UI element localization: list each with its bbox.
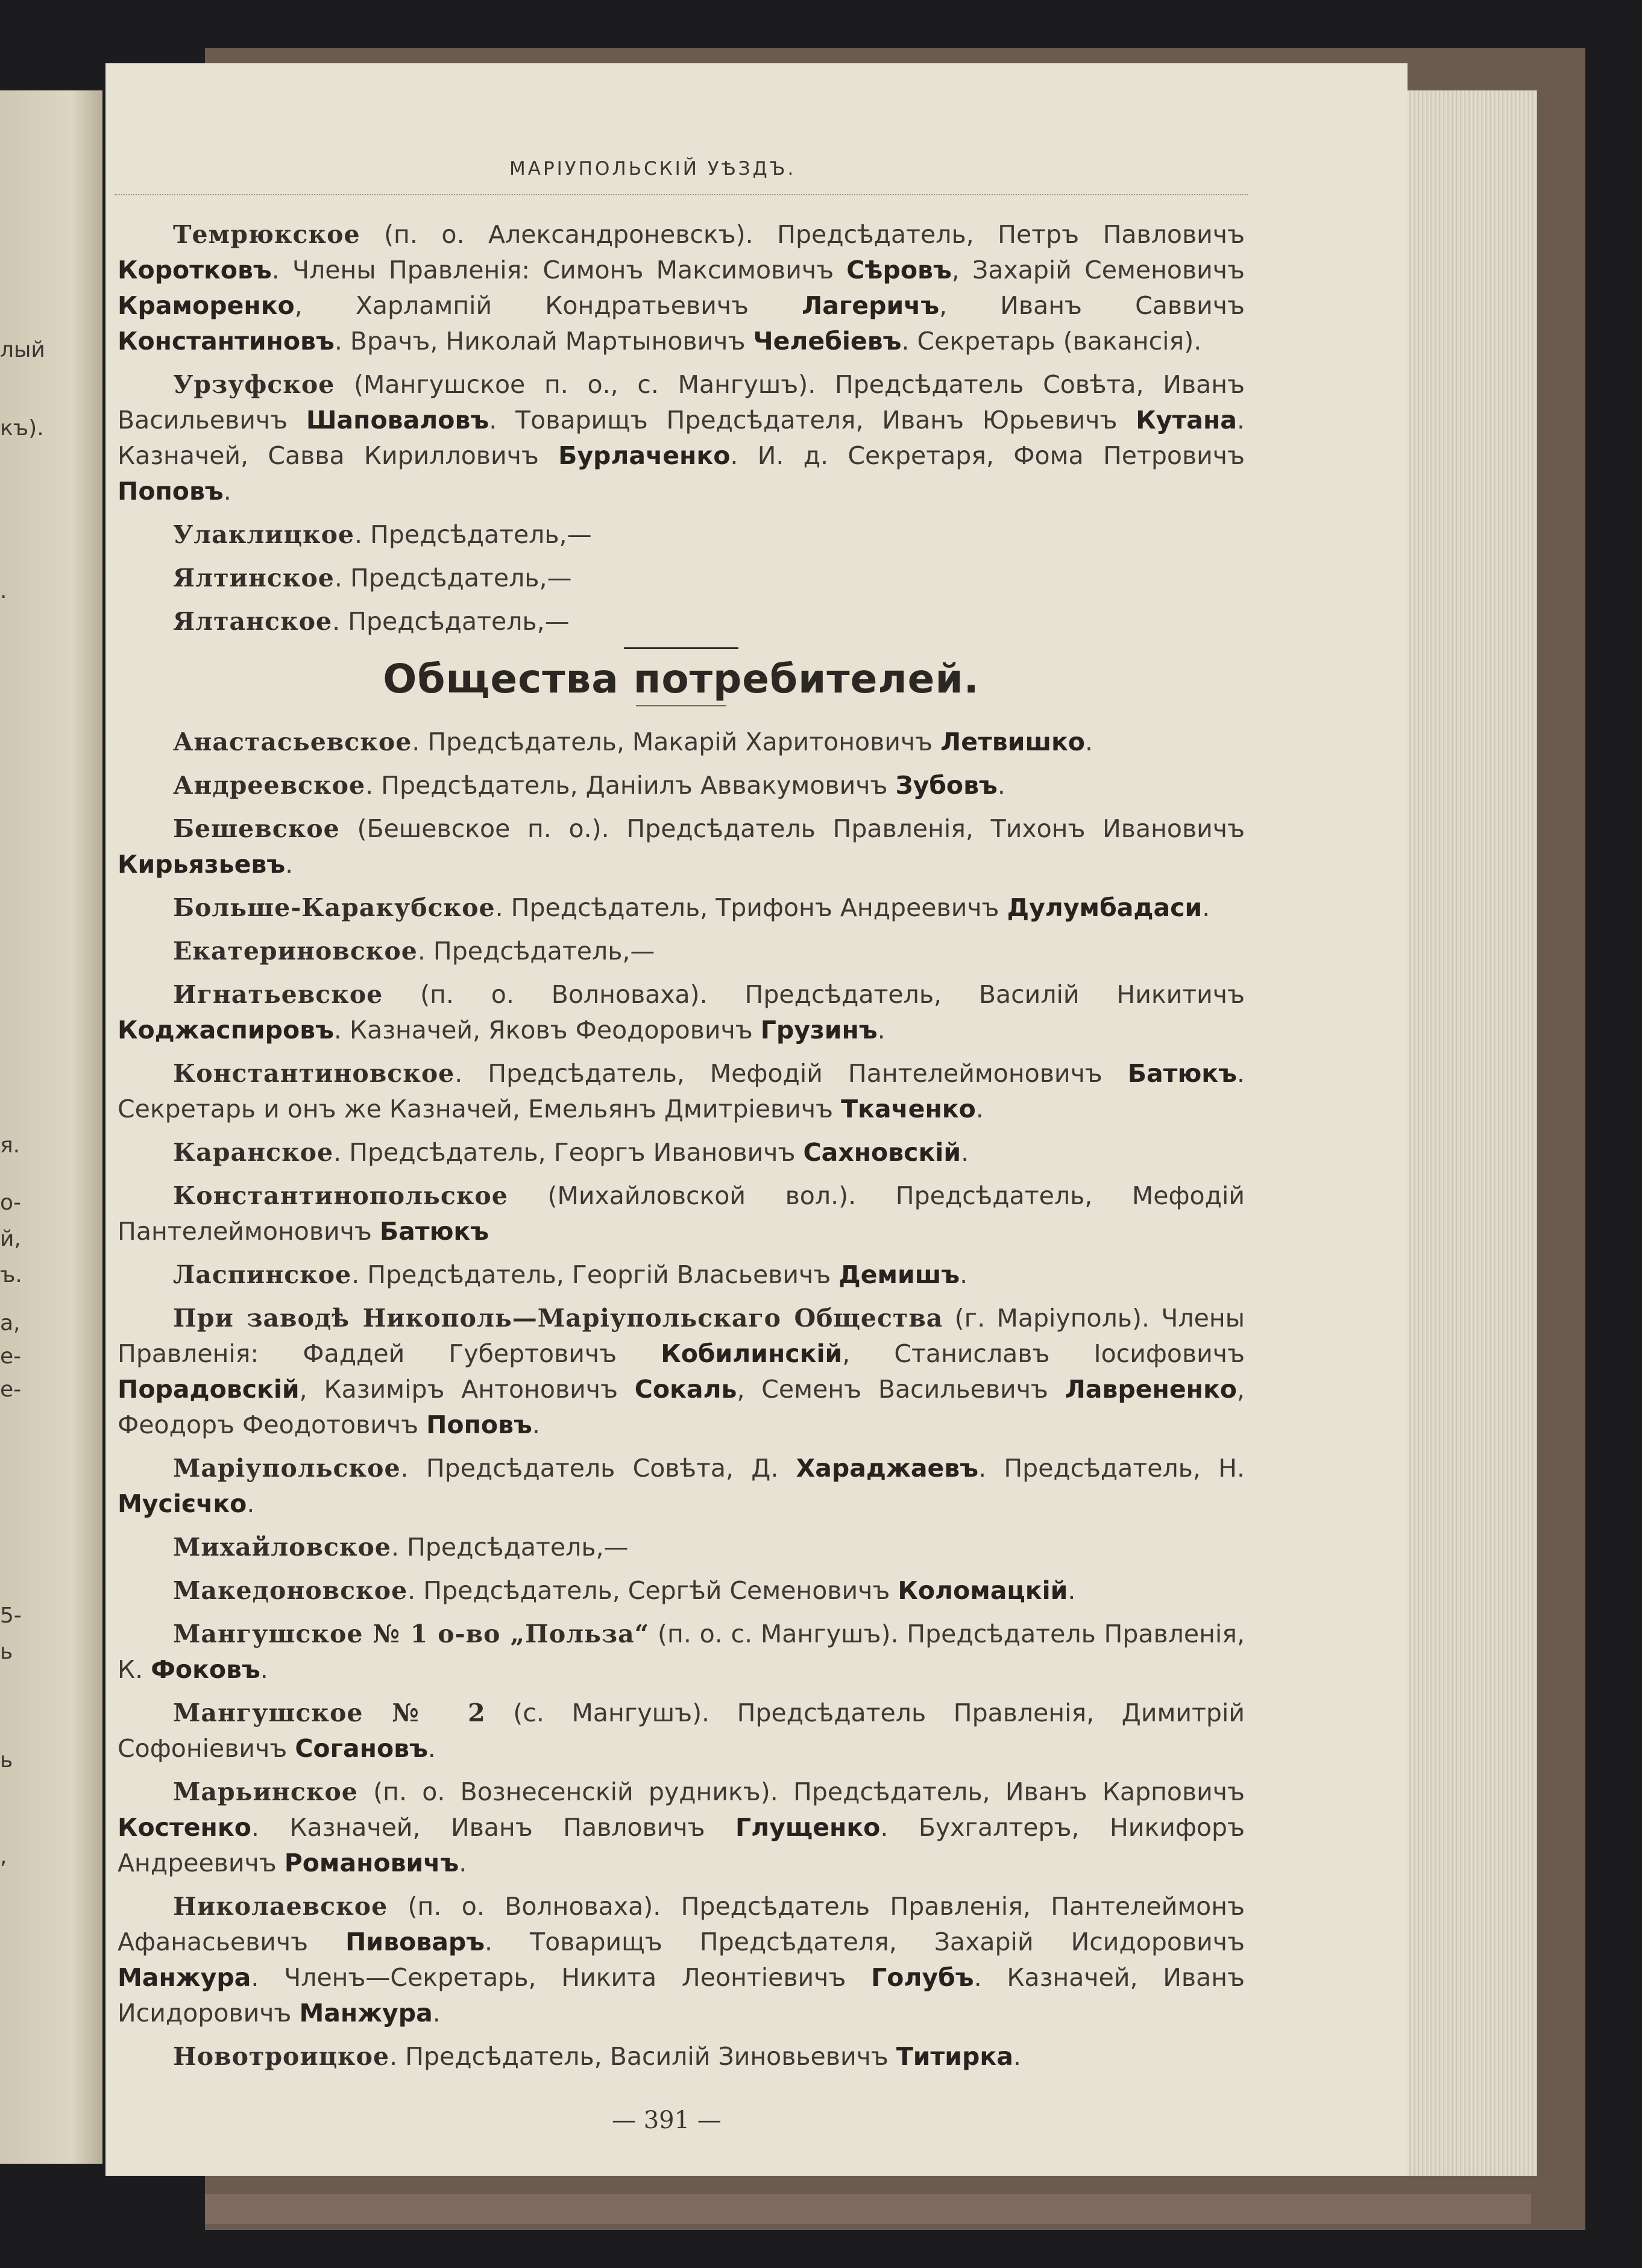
organization-name: Ялтинское bbox=[173, 564, 335, 592]
entry-text: . Казначей, Иванъ Павловичъ bbox=[251, 1813, 736, 1842]
binding-bottom bbox=[205, 2194, 1531, 2224]
person-surname: Коломацкій bbox=[898, 1576, 1068, 1605]
organization-name: Николаевское bbox=[173, 1892, 388, 1921]
person-surname: Манжура bbox=[118, 1963, 251, 1992]
person-surname: Мусієчко bbox=[118, 1489, 247, 1518]
directory-entry bbox=[118, 1178, 1245, 1249]
organization-name: Маріупольское bbox=[173, 1454, 401, 1483]
entry-text: . Члены Правленія: Симонъ Максимовичъ bbox=[271, 256, 847, 284]
organization-name: Андреевское bbox=[173, 771, 366, 800]
entry-text: . Товарищъ Предсѣдателя, Иванъ Юрьевичъ bbox=[489, 406, 1136, 435]
person-surname: Поповъ bbox=[426, 1410, 532, 1439]
person-surname: Фоковъ bbox=[151, 1655, 260, 1684]
entry-text: . bbox=[532, 1410, 540, 1439]
person-surname: Титирка bbox=[896, 2042, 1013, 2071]
entry-text: . bbox=[877, 1016, 885, 1044]
entry-text: , Иванъ Саввичъ bbox=[939, 291, 1245, 320]
person-surname: Батюкъ bbox=[1127, 1059, 1237, 1088]
entry-text: . bbox=[1084, 727, 1093, 756]
person-surname: Кирьязьевъ bbox=[118, 850, 286, 879]
entry-text: (п. о. Вознесенскій рудникъ). Предсѣдатель, Иванъ Карповичъ bbox=[357, 1777, 1245, 1806]
directory-entry bbox=[118, 1056, 1245, 1127]
directory-entry bbox=[118, 811, 1245, 882]
entry-text: (г. Маріуполь). Члены Правленія: Фаддей Губертовичъ bbox=[118, 1304, 1245, 1368]
person-surname: Лаврененко bbox=[1065, 1375, 1237, 1404]
person-surname: Поповъ bbox=[118, 477, 224, 506]
person-surname: Манжура bbox=[299, 1999, 433, 2028]
organization-name: Бешевское bbox=[173, 814, 340, 843]
entry-text: . bbox=[961, 1138, 969, 1167]
person-surname: Голубъ bbox=[871, 1963, 974, 1992]
person-surname: Демишъ bbox=[838, 1260, 960, 1289]
entry-text: . bbox=[960, 1260, 968, 1289]
entry-text: . Предсѣдатель Совѣта, Д. bbox=[400, 1454, 796, 1483]
left-page-text-fragment: къ). bbox=[0, 416, 44, 441]
entry-text: . bbox=[427, 1734, 436, 1763]
directory-entry bbox=[118, 1530, 1245, 1565]
organization-name: Константиновское bbox=[173, 1059, 455, 1088]
entry-text: . bbox=[1202, 893, 1210, 922]
person-surname: Летвишко bbox=[940, 727, 1085, 756]
left-page-text-fragment: й, bbox=[0, 1227, 21, 1251]
person-surname: Сахновскій bbox=[803, 1138, 961, 1167]
entry-text: (п. о. Волноваха). Предсѣдатель, Василій Никитичъ bbox=[383, 980, 1245, 1009]
entry-text: (с. Мангушъ). Предсѣдатель Правленія, Димитрій Софоніевичъ bbox=[118, 1698, 1245, 1763]
organization-name: Екатериновское bbox=[173, 937, 418, 966]
entry-text: . bbox=[285, 850, 294, 879]
entry-text: (п. о. с. Мангушъ). Предсѣдатель Правленія, К. bbox=[118, 1619, 1245, 1684]
left-page-text-fragment: . bbox=[0, 579, 7, 603]
person-surname: Сѣровъ bbox=[846, 256, 952, 284]
left-page bbox=[0, 90, 102, 2164]
entry-text: (п. о. Александроневскъ). Предсѣдатель, Петръ Павловичъ bbox=[360, 220, 1245, 249]
entry-text: . Предсѣдатель,— bbox=[332, 607, 570, 636]
entry-text: . Членъ—Секретарь, Никита Леонтіевичъ bbox=[251, 1963, 872, 1992]
page-edges bbox=[1398, 90, 1537, 2176]
person-surname: Коротковъ bbox=[118, 256, 272, 284]
person-surname: Ткаченко bbox=[841, 1095, 976, 1123]
left-page-text-fragment: а, bbox=[0, 1311, 20, 1336]
organization-name: Михайловское bbox=[173, 1533, 391, 1562]
directory-entry bbox=[118, 1889, 1245, 2031]
person-surname: Хараджаевъ bbox=[796, 1454, 979, 1483]
person-surname: Константиновъ bbox=[118, 327, 335, 356]
person-surname: Лагеричъ bbox=[802, 291, 940, 320]
left-page-text-fragment: е- bbox=[0, 1377, 22, 1402]
directory-entry bbox=[118, 2039, 1245, 2075]
running-head: МАРІУПОЛЬСКІЙ УѢЗДЪ. bbox=[509, 158, 796, 180]
entry-text: . Товарищъ Предсѣдателя, Захарій Исидоровичъ bbox=[485, 1927, 1245, 1956]
person-surname: Батюкъ bbox=[379, 1217, 489, 1246]
entry-text: , Харлампій Кондратьевичъ bbox=[294, 291, 802, 320]
organization-name: Темрюкское bbox=[173, 220, 360, 249]
organization-name: Игнатьевское bbox=[173, 980, 383, 1009]
entry-text: . bbox=[432, 1999, 441, 2028]
entry-text: (Бешевское п. о.). Предсѣдатель Правленія, Тихонъ Ивановичъ bbox=[339, 814, 1245, 843]
organization-name: Больше-Каракубское bbox=[173, 893, 495, 922]
organization-name: Новотроицкое bbox=[173, 2042, 390, 2071]
directory-entry bbox=[118, 1451, 1245, 1522]
person-surname: Челебіевъ bbox=[753, 327, 902, 356]
person-surname: Пивоваръ bbox=[345, 1927, 485, 1956]
entry-text: . bbox=[247, 1489, 255, 1518]
entry-text: . bbox=[997, 771, 1005, 800]
section-title-underline bbox=[636, 705, 726, 706]
person-surname: Бурлаченко bbox=[558, 441, 731, 470]
section-title: Общества потребителей. bbox=[383, 656, 980, 702]
entry-text: . И. д. Секретаря, Фома Петровичъ bbox=[730, 441, 1245, 470]
entry-text: . Предсѣдатель, Н. bbox=[978, 1454, 1245, 1483]
entry-text: . Предсѣдатель, Трифонъ Андреевичъ bbox=[495, 893, 1007, 922]
left-page-text-fragment: ъ. bbox=[0, 1263, 22, 1287]
entry-text: . Врачъ, Николай Мартыновичъ bbox=[334, 327, 753, 356]
entry-text: . Предсѣдатель, Макарій Харитоновичъ bbox=[412, 727, 941, 756]
organization-name: При заводѣ Никополь—Маріупольскаго Общества bbox=[173, 1304, 943, 1333]
left-page-text-fragment: ь bbox=[0, 1639, 13, 1664]
entry-text: . Казначей, Савва Кирилловичъ bbox=[118, 406, 1245, 470]
person-surname: Костенко bbox=[118, 1813, 251, 1842]
left-page-text-fragment: ь bbox=[0, 1748, 13, 1773]
directory-entry bbox=[118, 217, 1245, 359]
organization-name: Ласпинское bbox=[173, 1260, 352, 1289]
directory-entry bbox=[118, 1573, 1245, 1609]
directory-entry bbox=[118, 517, 1245, 553]
directory-entry bbox=[118, 977, 1245, 1048]
entry-text: . Казначей, Яковъ Феодоровичъ bbox=[333, 1016, 761, 1044]
directory-entry bbox=[118, 1616, 1245, 1688]
header-rule bbox=[115, 194, 1248, 195]
entry-text: . Казначей, Иванъ Исидоровичъ bbox=[118, 1963, 1245, 2028]
entry-text: , Феодоръ Феодотовичъ bbox=[118, 1375, 1245, 1439]
directory-entry bbox=[118, 1695, 1245, 1767]
entry-text: . Предсѣдатель,— bbox=[354, 520, 592, 549]
organization-name: Мангушское № 1 о-во „Польза“ bbox=[173, 1619, 650, 1648]
entry-text: . Секретарь и онъ же Казначей, Емельянъ Дмитріевичъ bbox=[118, 1059, 1245, 1123]
entry-text: . Предсѣдатель, Георгій Власьевичъ bbox=[351, 1260, 839, 1289]
entry-text: , Семенъ Васильевичъ bbox=[737, 1375, 1065, 1404]
organization-name: Македоновское bbox=[173, 1576, 408, 1605]
organization-name: Ялтанское bbox=[173, 607, 333, 636]
person-surname: Кутана bbox=[1136, 406, 1237, 435]
entry-text: . bbox=[1068, 1576, 1076, 1605]
person-surname: Дулумбадаси bbox=[1007, 893, 1203, 922]
person-surname: Согановъ bbox=[295, 1734, 428, 1763]
directory-entry bbox=[118, 561, 1245, 596]
person-surname: Кобилинскій bbox=[661, 1339, 843, 1368]
person-surname: Краморенко bbox=[118, 291, 295, 320]
entry-text: . bbox=[223, 477, 231, 506]
entry-text: (п. о. Волноваха). Предсѣдатель Правленія, Пантелеймонъ Афанасьевичъ bbox=[118, 1892, 1245, 1956]
organization-name: Марьинское bbox=[173, 1777, 358, 1806]
entry-text: . Предсѣдатель,— bbox=[417, 937, 655, 966]
organization-name: Мангушское № 2 bbox=[173, 1698, 486, 1727]
entry-text: , Казиміръ Антоновичъ bbox=[299, 1375, 635, 1404]
entry-text: . bbox=[260, 1655, 268, 1684]
entry-text: (Мангушское п. о., с. Мангушъ). Предсѣдатель Совѣта, Иванъ Васильевичъ bbox=[118, 370, 1245, 435]
entry-text: (Михайловской вол.). Предсѣдатель, Мефодій Пантелеймоновичъ bbox=[118, 1181, 1245, 1246]
person-surname: Порадовскій bbox=[118, 1375, 300, 1404]
entries-top bbox=[118, 217, 1245, 639]
page-content bbox=[118, 217, 1245, 2082]
person-surname: Зубовъ bbox=[895, 771, 998, 800]
entry-text: . bbox=[1013, 2042, 1021, 2071]
organization-name: Константинопольское bbox=[173, 1181, 508, 1210]
page-number: — 391 — bbox=[612, 2106, 722, 2134]
directory-entry bbox=[118, 1774, 1245, 1881]
left-page-text-fragment: лый bbox=[0, 338, 45, 362]
entry-text: . Предсѣдатель, Мефодій Пантелеймоновичъ bbox=[455, 1059, 1128, 1088]
entry-text: . Предсѣдатель,— bbox=[334, 564, 572, 592]
person-surname: Сокаль bbox=[634, 1375, 737, 1404]
entry-text: . Предсѣдатель,— bbox=[391, 1533, 629, 1562]
organization-name: Урзуфское bbox=[173, 370, 335, 399]
person-surname: Романовичъ bbox=[284, 1849, 459, 1877]
entries-section bbox=[118, 724, 1245, 2075]
organization-name: Улаклицкое bbox=[173, 520, 355, 549]
entry-text: . bbox=[975, 1095, 984, 1123]
entry-text: . Предсѣдатель, Василій Зиновьевичъ bbox=[389, 2042, 896, 2071]
entry-text: . bbox=[459, 1849, 467, 1877]
directory-entry bbox=[118, 768, 1245, 803]
entry-text: . Бухгалтеръ, Никифоръ Андреевичъ bbox=[118, 1813, 1245, 1877]
person-surname: Грузинъ bbox=[760, 1016, 878, 1044]
person-surname: Шаповаловъ bbox=[306, 406, 489, 435]
person-surname: Глущенко bbox=[735, 1813, 881, 1842]
entry-text: . Предсѣдатель, Сергѣй Семеновичъ bbox=[407, 1576, 898, 1605]
entry-text: . Предсѣдатель, Даніилъ Аввакумовичъ bbox=[365, 771, 896, 800]
entry-text: . Секретарь (вакансія). bbox=[901, 327, 1202, 356]
organization-name: Каранское bbox=[173, 1138, 334, 1167]
directory-entry bbox=[118, 604, 1245, 639]
directory-entry bbox=[118, 890, 1245, 926]
entry-text: , Станиславъ Іосифовичъ bbox=[842, 1339, 1245, 1368]
organization-name: Анастасьевское bbox=[173, 727, 412, 756]
directory-entry bbox=[118, 367, 1245, 509]
left-page-text-fragment: я. bbox=[0, 1133, 20, 1158]
entry-text: , Захарій Семеновичъ bbox=[951, 256, 1245, 284]
left-page-text-fragment: е- bbox=[0, 1344, 22, 1369]
directory-entry bbox=[118, 934, 1245, 969]
left-page-text-fragment: , bbox=[0, 1844, 7, 1869]
directory-entry bbox=[118, 724, 1245, 760]
section-divider bbox=[624, 647, 738, 649]
directory-entry bbox=[118, 1257, 1245, 1293]
person-surname: Коджаспировъ bbox=[118, 1016, 334, 1044]
left-page-text-fragment: 5- bbox=[0, 1603, 22, 1628]
directory-entry bbox=[118, 1301, 1245, 1443]
directory-entry bbox=[118, 1135, 1245, 1170]
left-page-text-fragment: о- bbox=[0, 1190, 22, 1215]
entry-text: . Предсѣдатель, Георгъ Ивановичъ bbox=[333, 1138, 804, 1167]
